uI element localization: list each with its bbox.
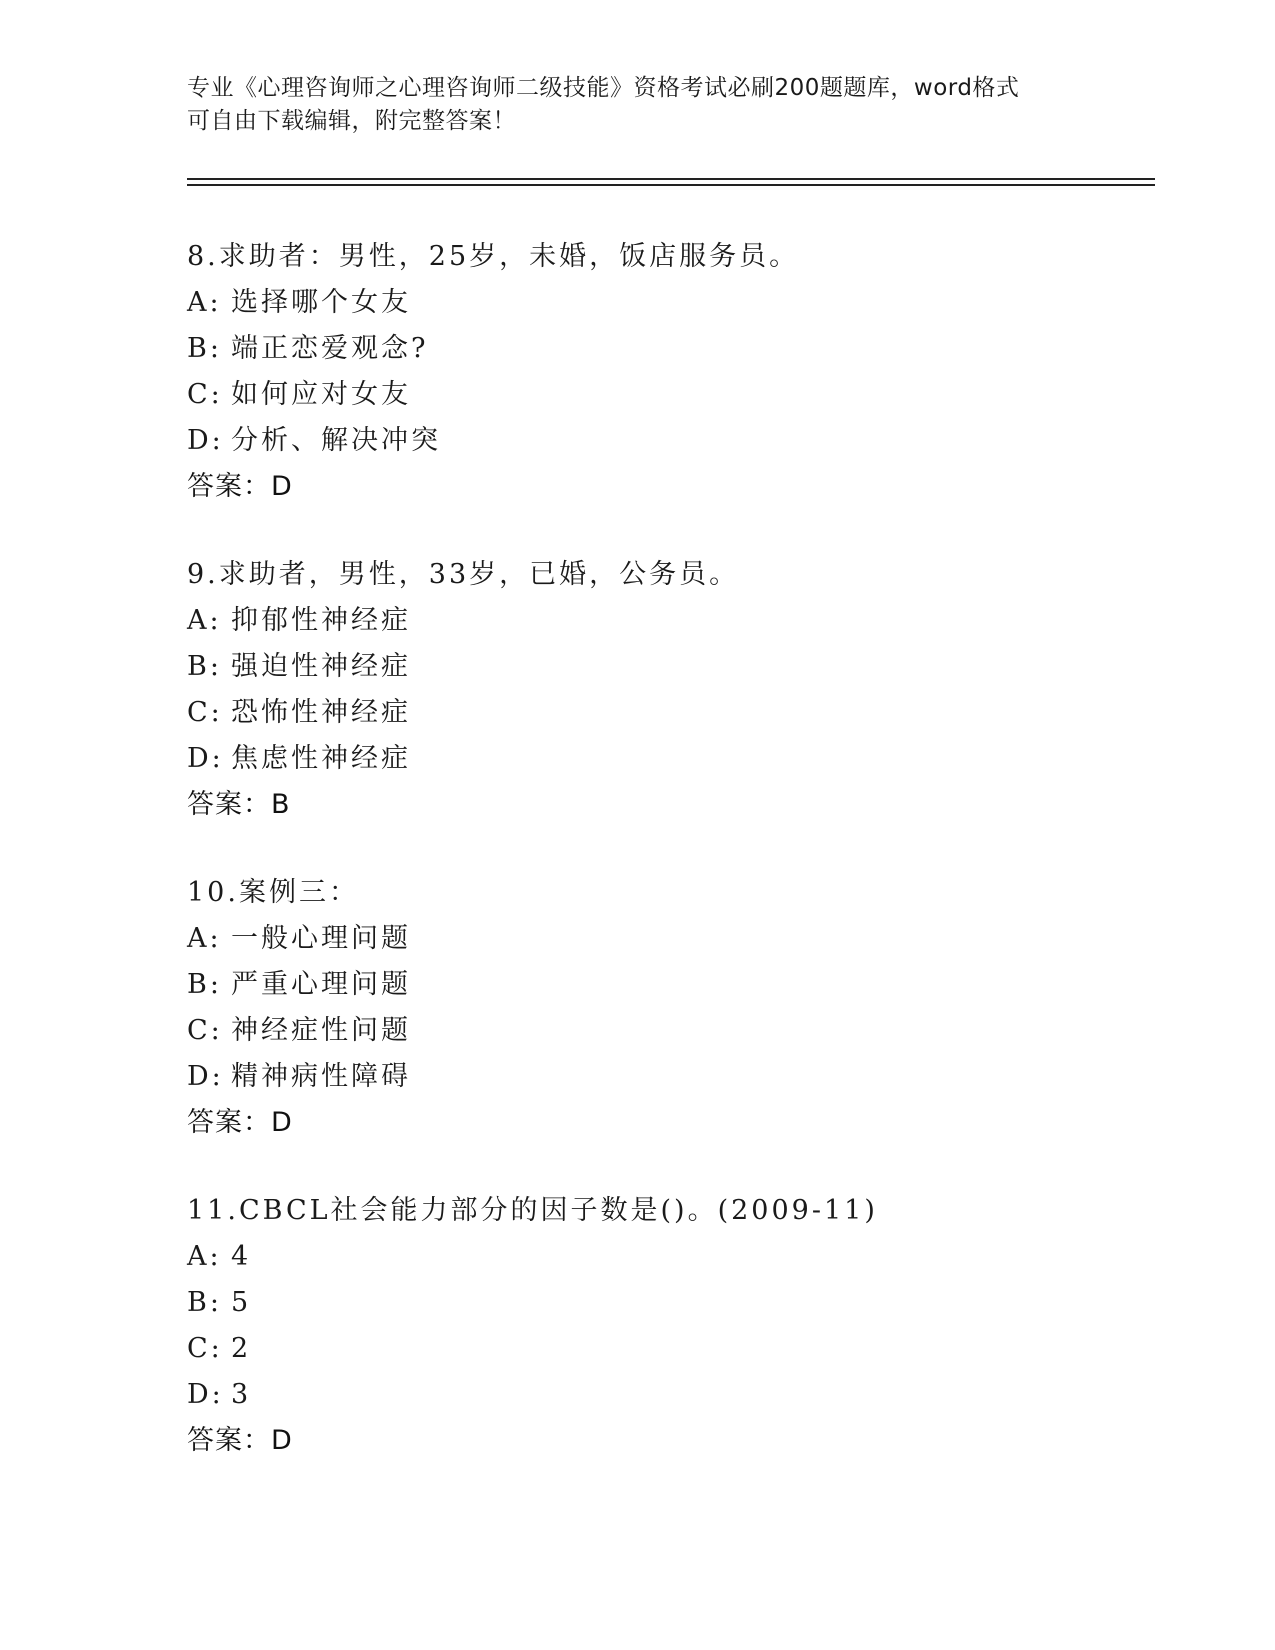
option-b	[187, 326, 1155, 372]
option-key: C:	[187, 697, 223, 728]
question-9	[187, 552, 1155, 828]
option-text: 抑郁性神经症	[231, 605, 411, 636]
option-key: B:	[187, 651, 222, 682]
option-key: C:	[187, 379, 223, 410]
option-a	[187, 280, 1155, 326]
option-a	[187, 916, 1155, 962]
header-divider-bottom	[187, 184, 1155, 186]
option-key: C:	[187, 1333, 223, 1364]
option-b	[187, 962, 1155, 1008]
option-c	[187, 1326, 1155, 1372]
question-11	[187, 1188, 1155, 1464]
option-text: 精神病性障碍	[231, 1061, 411, 1092]
option-d	[187, 736, 1155, 782]
option-d	[187, 418, 1155, 464]
header-divider-top	[187, 178, 1155, 180]
option-d	[187, 1054, 1155, 1100]
question-list	[187, 234, 1155, 1506]
option-key: B:	[187, 333, 222, 364]
option-c	[187, 372, 1155, 418]
option-b	[187, 1280, 1155, 1326]
answer-label: 答案：D	[187, 1107, 293, 1138]
question-stem: 11.CBCL社会能力部分的因子数是()。(2009-11)	[187, 1195, 878, 1226]
option-text: 如何应对女友	[231, 379, 411, 410]
answer-label: 答案：D	[187, 1425, 293, 1456]
option-d	[187, 1372, 1155, 1418]
option-text: 恐怖性神经症	[231, 697, 411, 728]
option-c	[187, 690, 1155, 736]
option-text: 一般心理问题	[231, 923, 411, 954]
option-key: A:	[187, 605, 222, 636]
option-key: A:	[187, 287, 222, 318]
answer-label: 答案：D	[187, 471, 293, 502]
question-stem: 8.求助者：男性，25岁，未婚，饭店服务员。	[187, 241, 800, 272]
option-key: A:	[187, 923, 222, 954]
option-text: 分析、解决冲突	[231, 425, 441, 456]
option-key: D:	[187, 425, 224, 456]
option-text: 选择哪个女友	[231, 287, 411, 318]
option-a	[187, 598, 1155, 644]
option-text: 3	[231, 1379, 252, 1410]
question-8	[187, 234, 1155, 510]
option-a	[187, 1234, 1155, 1280]
option-key: A:	[187, 1241, 222, 1272]
option-text: 2	[231, 1333, 252, 1364]
question-stem: 10.案例三：	[187, 877, 359, 908]
option-c	[187, 1008, 1155, 1054]
option-text: 端正恋爱观念?	[231, 333, 429, 364]
answer-label: 答案：B	[187, 789, 291, 820]
option-key: D:	[187, 1061, 224, 1092]
option-text: 4	[231, 1241, 252, 1272]
option-b	[187, 644, 1155, 690]
question-stem: 9.求助者，男性，33岁，已婚，公务员。	[187, 559, 740, 590]
option-text: 5	[231, 1287, 252, 1318]
option-key: B:	[187, 969, 222, 1000]
option-key: D:	[187, 1379, 224, 1410]
header-title-line-2: 可自由下载编辑，附完整答案！	[187, 108, 516, 134]
option-key: D:	[187, 743, 224, 774]
document-header	[187, 72, 1087, 138]
question-10	[187, 870, 1155, 1146]
option-key: B:	[187, 1287, 222, 1318]
header-title-line-1: 专业《心理咨询师之心理咨询师二级技能》资格考试必刷200题题库，word格式	[187, 75, 1020, 101]
option-key: C:	[187, 1015, 223, 1046]
option-text: 焦虑性神经症	[231, 743, 411, 774]
option-text: 神经症性问题	[231, 1015, 411, 1046]
option-text: 强迫性神经症	[231, 651, 411, 682]
option-text: 严重心理问题	[231, 969, 411, 1000]
